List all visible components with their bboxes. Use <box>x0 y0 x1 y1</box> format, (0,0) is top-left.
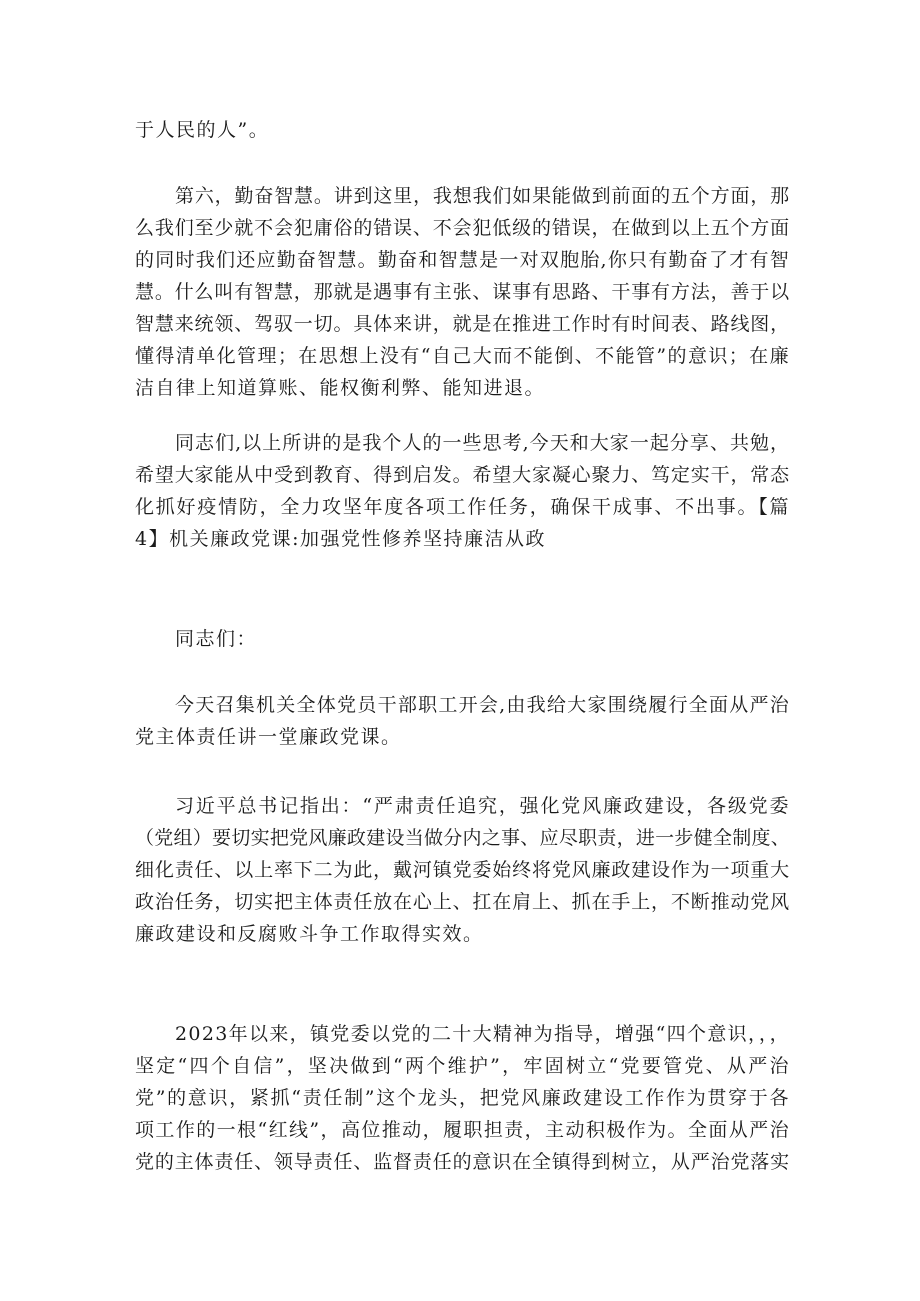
paragraph-3 <box>135 623 790 655</box>
text-line: 化抓好疫情防，全力攻坚年度各项工作任务，确保干成事、不出事。【篇 <box>135 496 790 518</box>
text-line: 的同时我们还应勤奋智慧。勤奋和智慧是一对双胞胎,你只有勤奋了才有智 <box>135 249 790 271</box>
text-line: 项工作的一根“红线”，高位推动，履职担责，主动积极作为。全面从严治 <box>135 1119 790 1141</box>
text-line: 于人民的人”。 <box>135 119 270 141</box>
paragraph-5 <box>135 790 790 950</box>
text-line: 洁自律上知道算账、能权衡利弊、能知进退。 <box>135 377 546 399</box>
paragraph-2 <box>135 427 790 555</box>
paragraph-6 <box>135 1018 790 1178</box>
text-line: 同志们,以上所讲的是我个人的一些思考,今天和大家一起分享、共勉， <box>175 432 791 454</box>
text-line: 党”的意识，紧抓“责任制”这个龙头，把党风廉政建设工作作为贯穿于各 <box>135 1087 790 1109</box>
text-line: 习近平总书记指出：“严肃责任追究，强化党风廉政建设，各级党委 <box>175 795 790 817</box>
text-line: （党组）要切实把党风廉政建设当做分内之事、应尽职责，进一步健全制度、 <box>135 827 791 849</box>
text-line: 第六，勤奋智慧。讲到这里，我想我们如果能做到前面的五个方面，那 <box>175 185 790 207</box>
text-line: 4】机关廉政党课:加强党性修养坚持廉洁从政 <box>135 528 546 550</box>
text-line: 希望大家能从中受到教育、得到启发。希望大家凝心聚力、笃定实干，常态 <box>135 464 790 486</box>
text-line: 党主体责任讲一堂廉政党课。 <box>135 726 402 748</box>
text-line: 智慧来统领、驾驭一切。具体来讲，就是在推进工作时有时间表、路线图， <box>135 313 790 335</box>
text-line: 懂得清单化管理；在思想上没有“自己大而不能倒、不能管”的意识；在廉 <box>135 345 790 367</box>
text-line: 细化责任、以上率下二为此，戴河镇党委始终将党风廉政建设作为一项重大 <box>135 859 790 881</box>
text-line: 党的主体责任、领导责任、监督责任的意识在全镇得到树立，从严治党落实 <box>135 1151 790 1173</box>
paragraph-0 <box>135 114 790 146</box>
text-line: 同志们： <box>175 628 258 650</box>
paragraph-1 <box>135 180 790 404</box>
text-line: 2023年以来，镇党委以党的二十大精神为指导，增强“四个意识，，， <box>175 1023 790 1045</box>
paragraph-4 <box>135 689 790 753</box>
text-line: 么我们至少就不会犯庸俗的错误、不会犯低级的错误，在做到以上五个方面 <box>135 217 790 239</box>
text-line: 政治任务，切实把主体责任放在心上、扛在肩上、抓在手上，不断推动党风 <box>135 891 790 913</box>
text-line: 慧。什么叫有智慧，那就是遇事有主张、谋事有思路、干事有方法，善于以 <box>135 281 790 303</box>
text-line: 廉政建设和反腐败斗争工作取得实效。 <box>135 923 484 945</box>
text-line: 坚定“四个自信”，坚决做到“两个维护”，牢固树立“党要管党、从严治 <box>135 1055 790 1077</box>
text-line: 今天召集机关全体党员干部职工开会,由我给大家围绕履行全面从严治 <box>175 694 790 716</box>
